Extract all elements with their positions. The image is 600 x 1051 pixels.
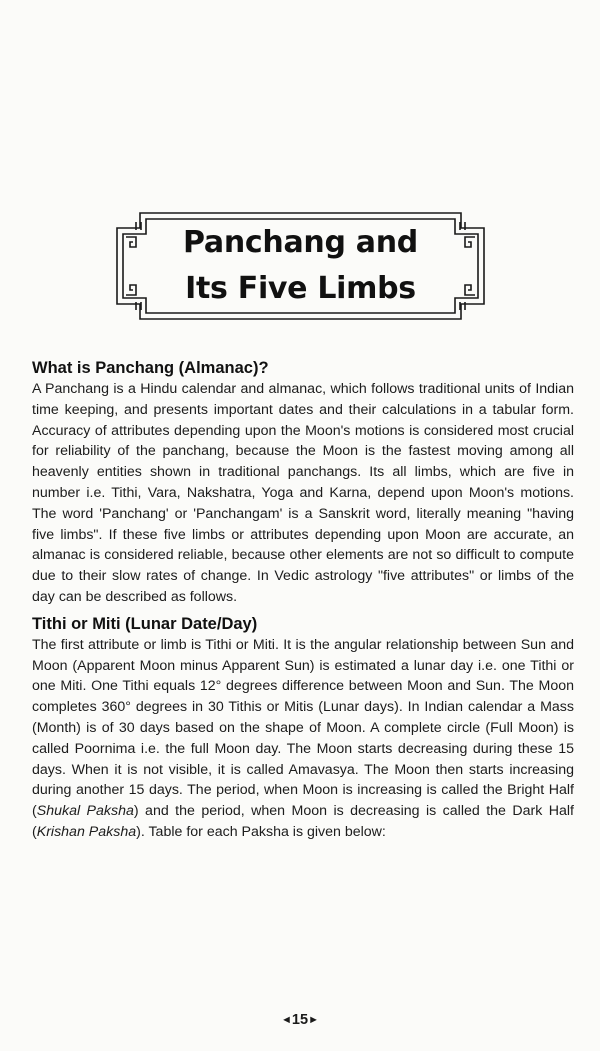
chapter-title — [112, 210, 489, 322]
page-number: 15 — [291, 1012, 309, 1028]
chapter-title-line2: Its Five Limbs — [185, 271, 416, 306]
chapter-title-frame — [112, 210, 489, 322]
page-content — [32, 357, 574, 843]
section-body-panchang: A Panchang is a Hindu calendar and almanac, which follows traditional units of Indian time keeping, and presents important dates and their calculations in a tabular form. Accuracy of attributes depending upon the Moon's motions is considered most crucial for reliability of the panchang, because the Moon is the fastest moving among all heavenly entities shown in traditional panchangs. Its all limbs, which are five in number i.e. Tithi, Vara, Nakshatra, Yoga and Karna, depend upon Moon's motions. The word 'Panchang' or 'Panchangam' is a Sanskrit word, literally meaning "having five limbs". If these five limbs or attributes depending upon Moon are accurate, an almanac is considered reliable, because other elements are not so difficult to compute due to their slow rates of change. In Vedic astrology "five attributes" or limbs of the day can be described as follows. — [32, 381, 574, 605]
italic-term-krishan: Krishan Paksha — [36, 823, 137, 840]
italic-term-shukal: Shukal Paksha — [36, 803, 134, 820]
body-text-part3: ). Table for each Paksha is given below: — [136, 823, 386, 840]
left-ornament-icon: ◄ — [281, 1014, 292, 1026]
section-body-tithi — [32, 635, 574, 843]
page-footer — [0, 1012, 600, 1028]
section-heading-tithi: Tithi or Miti (Lunar Date/Day) — [32, 614, 258, 633]
right-ornament-icon: ► — [308, 1014, 319, 1026]
section-heading-panchang: What is Panchang (Almanac)? — [32, 359, 269, 377]
chapter-title-line1: Panchang and — [183, 225, 418, 260]
body-text-part1: The first attribute or limb is Tithi or Miti. It is the angular relationship between Sun and Moon (Apparent Moon minus Apparent Sun) is estimated a lunar day i.e. one Tithi or one Miti. One Tithi equals 12° degrees difference between Moon and Sun. The Moon completes 360° degrees in 30 Tithis or Mitis (Lunar days). In Indian calendar a Mass (Month) is of 30 days based on the shape of Moon. A complete circle (Full Moon) is called Poornima i.e. the full Moon day. The Moon starts decreasing during these 15 days. When it is not visible, it is called Amavasya. The Moon then starts increasing during another 15 days. The period, when Moon is increasing is called the Bright Half ( — [32, 636, 574, 820]
body-text-part2: ) and the period, when Moon is decreasing is called the Dark Half ( — [32, 803, 574, 840]
